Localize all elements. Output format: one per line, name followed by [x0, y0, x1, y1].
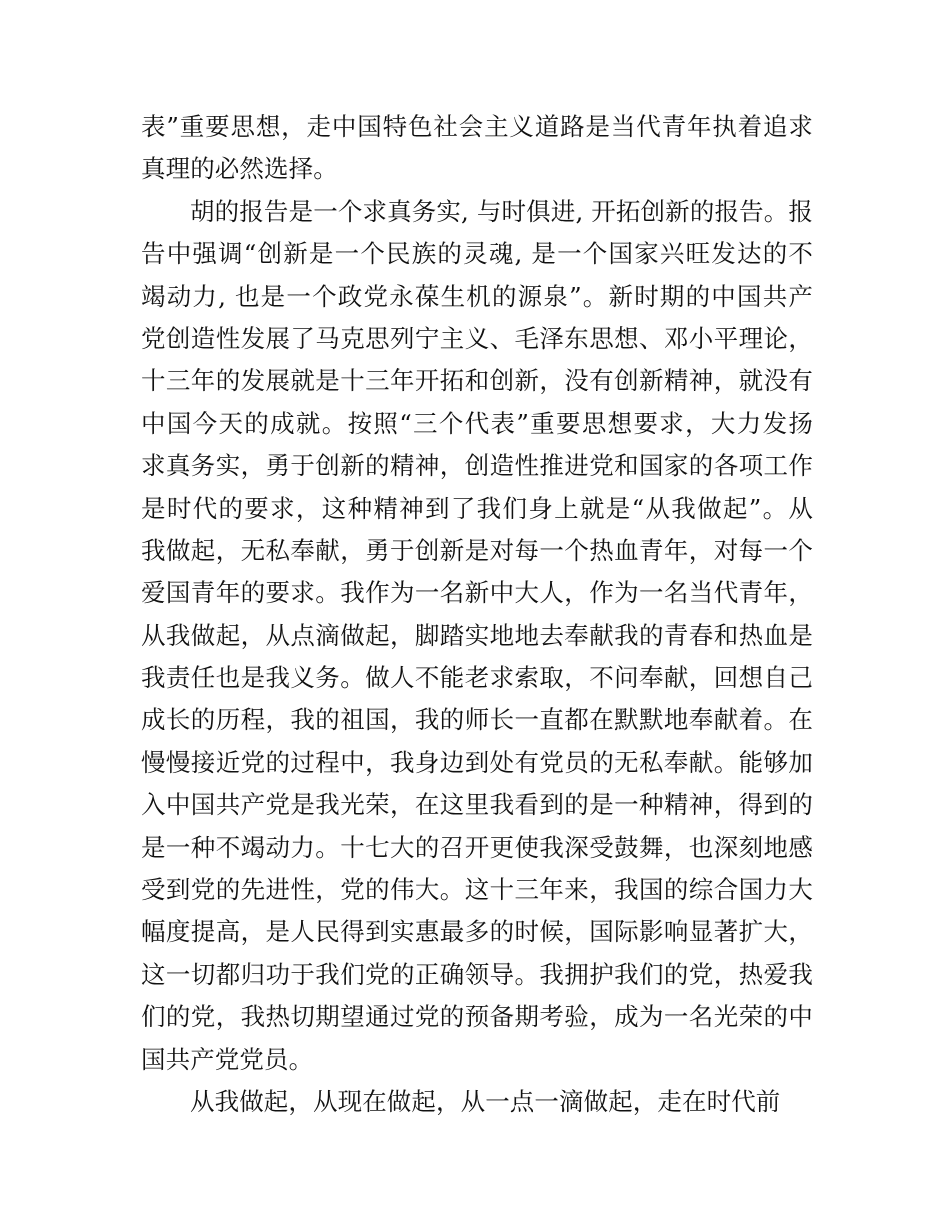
text-line: 国共产党党员。 — [141, 1044, 314, 1074]
text-line: 这一切都归功于我们党的正确领导。我拥护我们的党，热爱我 — [141, 959, 813, 989]
paragraph-first-line: 从我做起，从现在做起，从一点一滴做起，走在时代前 — [190, 1086, 781, 1116]
text-line: 幅度提高，是人民得到实惠最多的时候，国际影响显著扩大， — [141, 917, 813, 947]
text-line: 是时代的要求，这种精神到了我们身上就是“从我做起”。从 — [141, 493, 813, 523]
text-line: 入中国共产党是我光荣，在这里我看到的是一种精神，得到的 — [141, 790, 813, 820]
text-line: 告中强调“创新是一个民族的灵魂, 是一个国家兴旺发达的不 — [141, 239, 813, 269]
text-line: 求真务实，勇于创新的精神，创造性推进党和国家的各项工作 — [141, 451, 813, 481]
text-line: 是一种不竭动力。十七大的召开更使我深受鼓舞，也深刻地感 — [141, 832, 813, 862]
text-line: 从我做起，从点滴做起，脚踏实地地去奉献我的青春和热血是 — [141, 620, 813, 650]
text-line: 党创造性发展了马克思列宁主义、毛泽东思想、邓小平理论， — [141, 323, 813, 353]
text-line: 受到党的先进性，党的伟大。这十三年来，我国的综合国力大 — [141, 875, 813, 905]
text-line: 我责任也是我义务。做人不能老求索取，不问奉献，回想自己 — [141, 663, 813, 693]
text-line: 我做起，无私奉献，勇于创新是对每一个热血青年，对每一个 — [141, 535, 813, 565]
text-line: 十三年的发展就是十三年开拓和创新，没有创新精神，就没有 — [141, 366, 813, 396]
text-line: 真理的必然选择。 — [141, 154, 338, 184]
text-line: 表”重要思想，走中国特色社会主义道路是当代青年执着追求 — [141, 112, 813, 141]
body-text — [141, 106, 813, 1123]
text-line: 中国今天的成就。按照“三个代表”重要思想要求，大力发扬 — [141, 408, 813, 438]
paragraph-first-line: 胡的报告是一个求真务实, 与时俱进, 开拓创新的报告。报 — [190, 196, 813, 226]
text-line: 慢慢接近党的过程中，我身边到处有党员的无私奉献。能够加 — [141, 747, 813, 777]
text-line: 竭动力, 也是一个政党永葆生机的源泉”。新时期的中国共产 — [141, 281, 813, 311]
text-line: 成长的历程，我的祖国，我的师长一直都在默默地奉献着。在 — [141, 705, 813, 735]
text-line: 爱国青年的要求。我作为一名新中大人，作为一名当代青年， — [141, 578, 813, 608]
text-line: 们的党，我热切期望通过党的预备期考验，成为一名光荣的中 — [141, 1002, 813, 1032]
